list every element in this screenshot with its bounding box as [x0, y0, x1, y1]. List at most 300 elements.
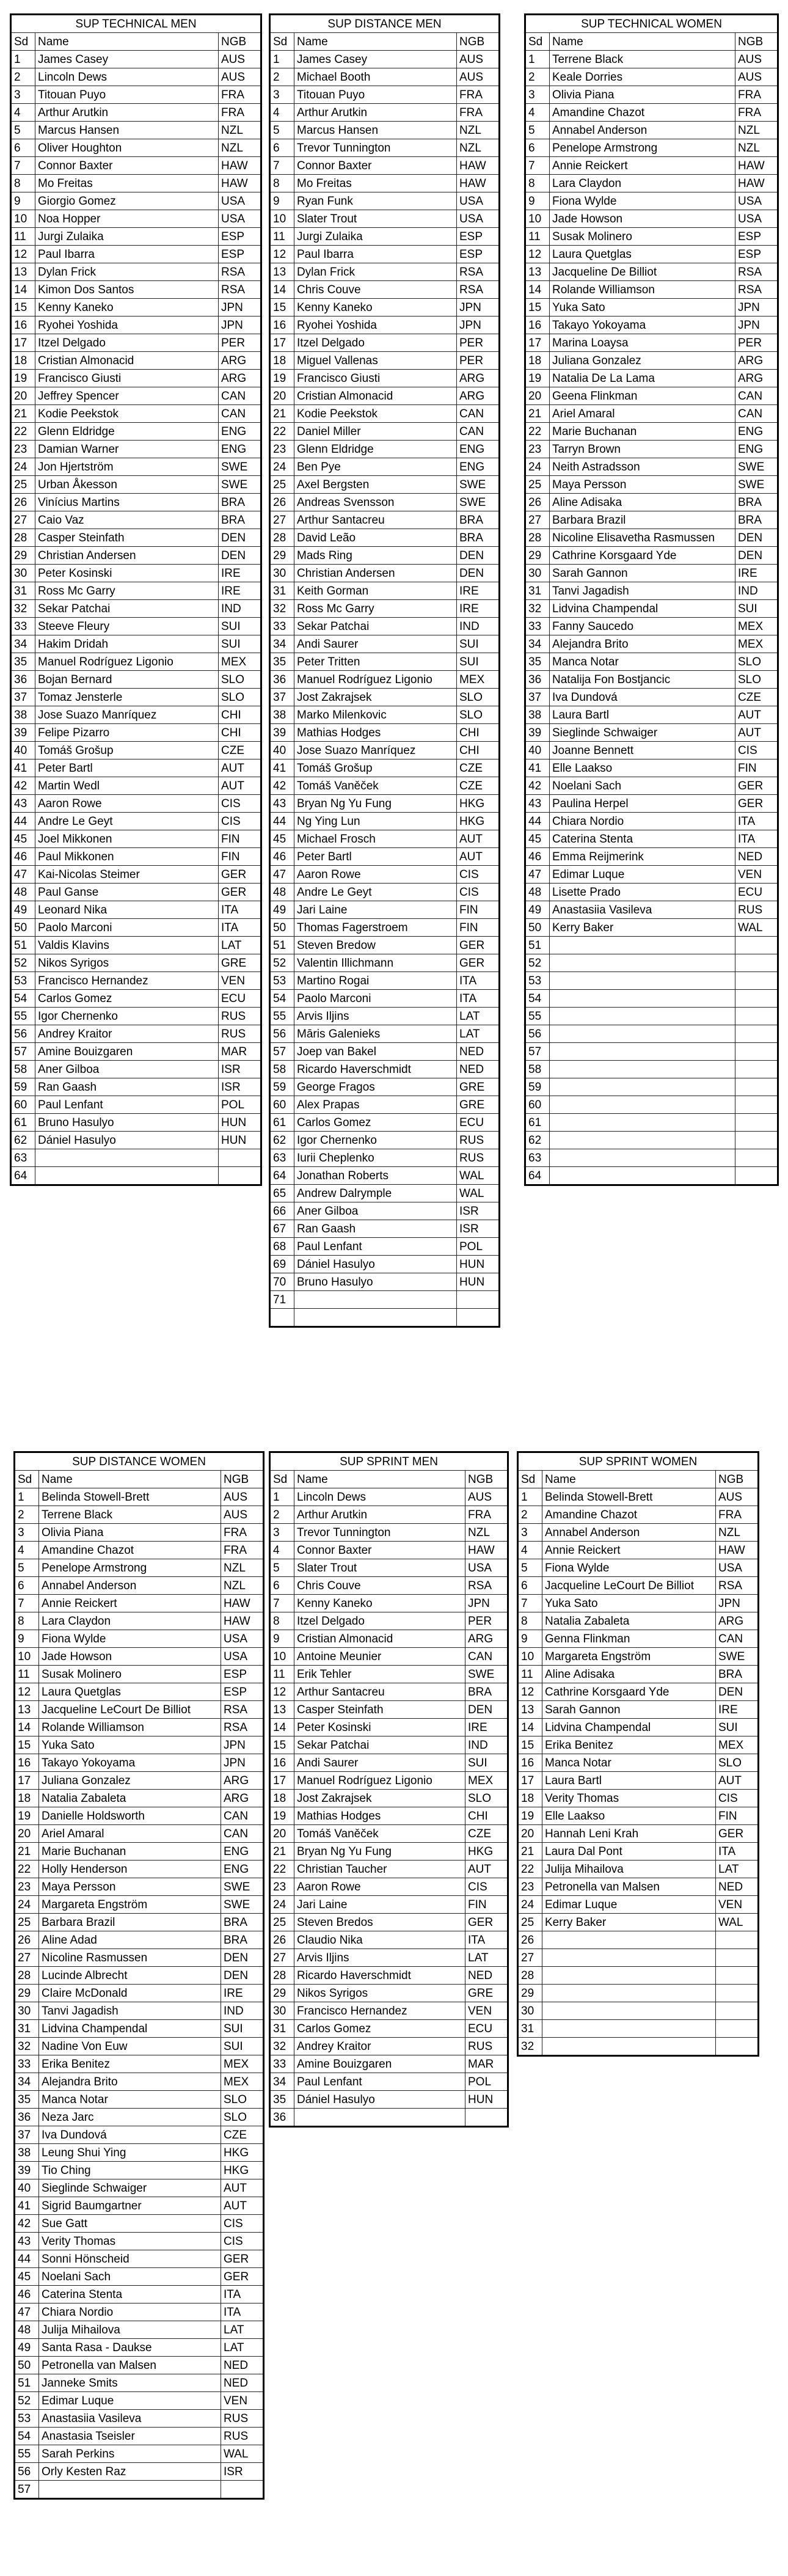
ngb-cell: RUS: [457, 1132, 500, 1149]
athlete-name-cell: Penelope Armstrong: [39, 1559, 221, 1577]
table-row: [525, 1149, 778, 1167]
seed-cell: 4: [525, 104, 550, 122]
seed-cell: 31: [270, 2020, 294, 2038]
seed-cell: 18: [525, 352, 550, 370]
table-row: [270, 742, 500, 759]
seed-cell: 37: [11, 689, 35, 706]
table-row: [11, 494, 261, 511]
athlete-name-cell: Chiara Nordio: [550, 813, 735, 830]
table-row: [270, 104, 500, 122]
athlete-name-cell: Bryan Ng Yu Fung: [294, 1843, 465, 1861]
ngb-cell: CHI: [219, 706, 261, 724]
seed-cell: 58: [11, 1061, 35, 1078]
athlete-name-cell: Orly Kesten Raz: [39, 2463, 221, 2481]
table-row: [11, 423, 261, 441]
ngb-cell: WAL: [716, 1914, 759, 1931]
table-row: [270, 1506, 508, 1524]
athlete-name-cell: Lara Claydon: [39, 1612, 221, 1630]
table-row: [518, 1577, 759, 1595]
athlete-name-cell: Aaron Rowe: [294, 1878, 465, 1896]
seed-cell: 30: [11, 565, 35, 582]
athlete-name-cell: Aline Adisaka: [542, 1666, 716, 1683]
seed-cell: 9: [525, 192, 550, 210]
ngb-cell: LAT: [221, 2321, 264, 2339]
table-row: [270, 1772, 508, 1790]
ngb-cell: ARG: [221, 1790, 264, 1807]
athlete-name-cell: Tomáš Grošup: [35, 742, 219, 759]
ngb-cell: DEN: [735, 547, 778, 565]
athlete-name-cell: Joel Mikkonen: [35, 830, 219, 848]
seed-cell: 16: [11, 317, 35, 334]
seed-cell: 70: [270, 1273, 294, 1291]
athlete-name-cell: Paul Ibarra: [35, 246, 219, 263]
table-row: [15, 1754, 264, 1772]
header-row: [518, 1471, 759, 1488]
seed-cell: 65: [270, 1185, 294, 1202]
table-row: [15, 2091, 264, 2109]
table-row: [525, 157, 778, 175]
athlete-name-cell: [542, 2002, 716, 2020]
ngb-cell: [457, 1309, 500, 1327]
athlete-name-cell: Terrene Black: [39, 1506, 221, 1524]
seed-cell: 28: [270, 1967, 294, 1985]
athlete-name-cell: Itzel Delgado: [35, 334, 219, 352]
athlete-name-cell: Takayo Yokoyama: [39, 1754, 221, 1772]
ngb-cell: GER: [457, 937, 500, 954]
ngb-cell: VEN: [221, 2392, 264, 2410]
table-row: [525, 68, 778, 86]
ngb-cell: IRE: [219, 565, 261, 582]
ngb-cell: CIS: [221, 2233, 264, 2250]
athlete-name-cell: Andre Le Geyt: [294, 884, 457, 901]
seed-cell: 19: [11, 370, 35, 387]
seed-cell: 53: [525, 972, 550, 990]
seed-cell: 3: [525, 86, 550, 104]
table-row: [15, 1542, 264, 1559]
ngb-cell: ISR: [457, 1220, 500, 1238]
athlete-name-cell: Yuka Sato: [39, 1736, 221, 1754]
table-row: [525, 86, 778, 104]
table-row: [525, 529, 778, 547]
ngb-cell: ENG: [219, 423, 261, 441]
athlete-name-cell: Iva Dundová: [39, 2126, 221, 2144]
seed-cell: 50: [525, 919, 550, 937]
athlete-name-cell: [550, 1167, 735, 1185]
ngb-cell: CAN: [219, 387, 261, 405]
athlete-name-cell: Steven Bredos: [294, 1914, 465, 1931]
seed-cell: 41: [525, 759, 550, 777]
ngb-cell: ARG: [219, 352, 261, 370]
ngb-cell: AUS: [735, 51, 778, 68]
table-row: [15, 2020, 264, 2038]
table-row: [270, 2020, 508, 2038]
athlete-name-cell: Andrew Dalrymple: [294, 1185, 457, 1202]
athlete-name-cell: Natalia Zabaleta: [39, 1790, 221, 1807]
seed-cell: 63: [11, 1149, 35, 1167]
seed-cell: 28: [15, 1967, 39, 1985]
athlete-name-cell: Laura Bartl: [542, 1772, 716, 1790]
ngb-cell: JPN: [457, 299, 500, 317]
seed-cell: 36: [11, 671, 35, 689]
seed-cell: 9: [270, 192, 294, 210]
table-row: [11, 246, 261, 263]
ngb-cell: NED: [221, 2357, 264, 2374]
ngb-cell: NED: [457, 1061, 500, 1078]
athlete-name-cell: James Casey: [35, 51, 219, 68]
athlete-name-cell: Sarah Gannon: [542, 1701, 716, 1719]
ngb-cell: ENG: [735, 441, 778, 458]
table-row: [270, 86, 500, 104]
athlete-name-cell: Genna Flinkman: [542, 1630, 716, 1648]
table-row: [525, 972, 778, 990]
athlete-name-cell: [550, 1149, 735, 1167]
seed-cell: 13: [525, 263, 550, 281]
ngb-cell: [219, 1149, 261, 1167]
table-sup-sprint-men: [269, 1451, 509, 2128]
table-row: [270, 458, 500, 476]
table-row: [15, 1648, 264, 1666]
athlete-name-cell: Yuka Sato: [550, 299, 735, 317]
athlete-name-cell: Ross Mc Garry: [294, 600, 457, 618]
ngb-cell: SWE: [465, 1666, 508, 1683]
ngb-cell: CAN: [221, 1825, 264, 1843]
ngb-cell: MEX: [735, 618, 778, 635]
table-row: [518, 2020, 759, 2038]
seed-cell: 38: [525, 706, 550, 724]
seed-cell: 71: [270, 1291, 294, 1309]
seed-cell: 49: [525, 901, 550, 919]
ngb-cell: SWE: [457, 494, 500, 511]
ngb-cell: ARG: [457, 370, 500, 387]
table-row: [15, 2410, 264, 2428]
table-row: [525, 742, 778, 759]
table-row: [270, 1078, 500, 1096]
seed-cell: 27: [525, 511, 550, 529]
table-row: [11, 954, 261, 972]
seed-cell: 21: [270, 1843, 294, 1861]
table-row: [270, 1025, 500, 1043]
seed-cell: 4: [518, 1542, 542, 1559]
seed-cell: 9: [518, 1630, 542, 1648]
ngb-cell: HKG: [221, 2144, 264, 2162]
seed-cell: 43: [15, 2233, 39, 2250]
seed-cell: 40: [525, 742, 550, 759]
header-ngb: NGB: [219, 33, 261, 51]
ngb-cell: [735, 1149, 778, 1167]
seed-cell: 5: [518, 1559, 542, 1577]
seed-cell: 35: [270, 653, 294, 671]
ngb-cell: HAW: [457, 157, 500, 175]
seed-cell: 42: [15, 2215, 39, 2233]
athlete-name-cell: Paul Mikkonen: [35, 848, 219, 866]
table-row: [11, 263, 261, 281]
ngb-cell: ESP: [219, 228, 261, 246]
seed-cell: 62: [525, 1132, 550, 1149]
seed-cell: 46: [11, 848, 35, 866]
athlete-name-cell: [550, 1114, 735, 1132]
seed-cell: 43: [525, 795, 550, 813]
athlete-name-cell: Andreas Svensson: [294, 494, 457, 511]
athlete-name-cell: Peter Kosinski: [294, 1719, 465, 1736]
table-row: [525, 635, 778, 653]
ngb-cell: DEN: [219, 529, 261, 547]
athlete-name-cell: Damian Warner: [35, 441, 219, 458]
seed-cell: 59: [270, 1078, 294, 1096]
ngb-cell: DEN: [457, 547, 500, 565]
athlete-name-cell: Francisco Hernandez: [294, 2002, 465, 2020]
table-row: [15, 2339, 264, 2357]
table-row: [11, 157, 261, 175]
ngb-cell: ITA: [735, 813, 778, 830]
athlete-name-cell: Janneke Smits: [39, 2374, 221, 2392]
header-row: [15, 1471, 264, 1488]
ngb-cell: LAT: [457, 1025, 500, 1043]
athlete-name-cell: Carlos Gomez: [294, 2020, 465, 2038]
ngb-cell: CZE: [221, 2126, 264, 2144]
athlete-name-cell: Francisco Hernandez: [35, 972, 219, 990]
table-row: [518, 1612, 759, 1630]
table-row: [270, 1861, 508, 1878]
ngb-cell: CHI: [457, 724, 500, 742]
ngb-cell: ENG: [735, 423, 778, 441]
ngb-cell: USA: [221, 1630, 264, 1648]
table-row: [270, 1061, 500, 1078]
athlete-name-cell: [550, 1025, 735, 1043]
athlete-name-cell: Caio Vaz: [35, 511, 219, 529]
seed-cell: 28: [518, 1967, 542, 1985]
ngb-cell: NED: [735, 848, 778, 866]
seed-cell: 19: [525, 370, 550, 387]
table-row: [518, 1790, 759, 1807]
ngb-cell: DEN: [221, 1967, 264, 1985]
ngb-cell: CAN: [716, 1630, 759, 1648]
seed-cell: 47: [525, 866, 550, 884]
seed-cell: 14: [518, 1719, 542, 1736]
ngb-cell: RUS: [735, 901, 778, 919]
athlete-name-cell: Arthur Arutkin: [294, 104, 457, 122]
seed-cell: 33: [525, 618, 550, 635]
ngb-cell: VEN: [735, 866, 778, 884]
athlete-name-cell: Paul Lenfant: [294, 2073, 465, 2091]
ngb-cell: SUI: [465, 1754, 508, 1772]
table-row: [270, 1914, 508, 1931]
ngb-cell: USA: [219, 192, 261, 210]
table-row: [525, 458, 778, 476]
seed-cell: 38: [270, 706, 294, 724]
athlete-name-cell: Glenn Eldridge: [35, 423, 219, 441]
seed-cell: 39: [525, 724, 550, 742]
athlete-name-cell: Lisette Prado: [550, 884, 735, 901]
seed-cell: 60: [270, 1096, 294, 1114]
table-row: [270, 1985, 508, 2002]
seed-cell: 63: [525, 1149, 550, 1167]
seed-cell: 26: [11, 494, 35, 511]
table-row: [525, 122, 778, 139]
ngb-cell: CZE: [457, 777, 500, 795]
table-row: [518, 1648, 759, 1666]
ngb-cell: BRA: [221, 1931, 264, 1949]
table-row: [270, 1754, 508, 1772]
athlete-name-cell: Nicoline Elisavetha Rasmussen: [550, 529, 735, 547]
ngb-cell: [457, 1291, 500, 1309]
table-row: [11, 565, 261, 582]
table-row: [270, 281, 500, 299]
athlete-name-cell: Alex Prapas: [294, 1096, 457, 1114]
seed-cell: 31: [11, 582, 35, 600]
seed-cell: 8: [270, 175, 294, 192]
ngb-cell: GER: [221, 2268, 264, 2286]
ngb-cell: ESP: [735, 246, 778, 263]
table-row: [270, 1719, 508, 1736]
athlete-name-cell: Andrey Kraitor: [294, 2038, 465, 2055]
ngb-cell: RSA: [716, 1577, 759, 1595]
athlete-name-cell: Aner Gilboa: [294, 1202, 457, 1220]
athlete-name-cell: Laura Quetglas: [550, 246, 735, 263]
ngb-cell: ARG: [735, 352, 778, 370]
athlete-name-cell: Natalija Fon Bostjancic: [550, 671, 735, 689]
athlete-name-cell: Jost Zakrajsek: [294, 689, 457, 706]
header-name: Name: [294, 1471, 465, 1488]
athlete-name-cell: Caterina Stenta: [39, 2286, 221, 2303]
athlete-name-cell: Verity Thomas: [542, 1790, 716, 1807]
ngb-cell: NZL: [221, 1577, 264, 1595]
ngb-cell: VEN: [219, 972, 261, 990]
athlete-name-cell: Rolande Williamson: [550, 281, 735, 299]
table-row: [270, 122, 500, 139]
table-row: [270, 2002, 508, 2020]
table-row: [270, 1648, 508, 1666]
ngb-cell: SLO: [716, 1754, 759, 1772]
seed-cell: 30: [15, 2002, 39, 2020]
table-title: SUP TECHNICAL MEN: [11, 15, 261, 33]
table-row: [518, 1861, 759, 1878]
seed-cell: 12: [525, 246, 550, 263]
header-name: Name: [39, 1471, 221, 1488]
seed-cell: 62: [270, 1132, 294, 1149]
seed-cell: 5: [270, 122, 294, 139]
seed-cell: 58: [525, 1061, 550, 1078]
seed-cell: 4: [270, 104, 294, 122]
table-row: [11, 759, 261, 777]
table-row: [15, 2144, 264, 2162]
seed-cell: 38: [15, 2144, 39, 2162]
seed-cell: 2: [518, 1506, 542, 1524]
ngb-cell: WAL: [457, 1167, 500, 1185]
athlete-name-cell: Leonard Nika: [35, 901, 219, 919]
athlete-name-cell: Sekar Patchai: [294, 1736, 465, 1754]
athlete-name-cell: Amandine Chazot: [39, 1542, 221, 1559]
table-row: [11, 919, 261, 937]
ngb-cell: DEN: [457, 565, 500, 582]
ngb-cell: MAR: [219, 1043, 261, 1061]
table-row: [15, 1914, 264, 1931]
table-row: [11, 600, 261, 618]
table-row: [270, 1291, 500, 1309]
athlete-name-cell: Andi Saurer: [294, 1754, 465, 1772]
table-title: SUP SPRINT WOMEN: [518, 1452, 759, 1471]
seed-cell: 11: [270, 228, 294, 246]
seed-cell: 29: [525, 547, 550, 565]
athlete-name-cell: Sekar Patchai: [294, 618, 457, 635]
athlete-name-cell: Itzel Delgado: [294, 334, 457, 352]
table-row: [15, 1736, 264, 1754]
table-row: [270, 706, 500, 724]
athlete-name-cell: Lidvina Champendal: [39, 2020, 221, 2038]
seed-cell: 60: [11, 1096, 35, 1114]
athlete-name-cell: Bojan Bernard: [35, 671, 219, 689]
athlete-name-cell: Amine Bouizgaren: [294, 2055, 465, 2073]
athlete-name-cell: Noa Hopper: [35, 210, 219, 228]
ngb-cell: AUT: [735, 724, 778, 742]
athlete-name-cell: Dániel Hasulyo: [35, 1132, 219, 1149]
seed-cell: 7: [270, 1595, 294, 1612]
seed-cell: 8: [15, 1612, 39, 1630]
table-row: [15, 2463, 264, 2481]
seed-cell: 31: [525, 582, 550, 600]
table-row: [525, 228, 778, 246]
ngb-cell: NZL: [716, 1524, 759, 1542]
seed-cell: 26: [270, 494, 294, 511]
athlete-name-cell: Julija Mihailova: [39, 2321, 221, 2339]
athlete-name-cell: Annabel Anderson: [39, 1577, 221, 1595]
athlete-name-cell: Michael Frosch: [294, 830, 457, 848]
ngb-cell: ARG: [716, 1612, 759, 1630]
table-row: [518, 1719, 759, 1736]
table-row: [11, 813, 261, 830]
seed-cell: 37: [525, 689, 550, 706]
ngb-cell: NZL: [457, 139, 500, 157]
ngb-cell: AUT: [219, 759, 261, 777]
table-row: [525, 866, 778, 884]
table-row: [270, 352, 500, 370]
ngb-cell: NZL: [465, 1524, 508, 1542]
athlete-name-cell: Ricardo Haverschmidt: [294, 1967, 465, 1985]
seed-cell: 34: [15, 2073, 39, 2091]
table-row: [270, 1967, 508, 1985]
athlete-name-cell: Kai-Nicolas Steimer: [35, 866, 219, 884]
athlete-name-cell: Mo Freitas: [294, 175, 457, 192]
table-row: [525, 210, 778, 228]
table-title: SUP DISTANCE MEN: [270, 15, 500, 33]
athlete-name-cell: Laura Dal Pont: [542, 1843, 716, 1861]
table-row: [270, 547, 500, 565]
table-row: [270, 1524, 508, 1542]
athlete-name-cell: Neza Jarc: [39, 2109, 221, 2126]
seed-cell: 16: [518, 1754, 542, 1772]
seed-cell: 4: [11, 104, 35, 122]
table-row: [270, 1149, 500, 1167]
table-row: [15, 1790, 264, 1807]
athlete-name-cell: Susak Molinero: [39, 1666, 221, 1683]
athlete-name-cell: Kimon Dos Santos: [35, 281, 219, 299]
ngb-cell: POL: [457, 1238, 500, 1256]
seed-cell: 47: [270, 866, 294, 884]
athlete-name-cell: Kenny Kaneko: [294, 1595, 465, 1612]
athlete-name-cell: Terrene Black: [550, 51, 735, 68]
athlete-name-cell: Barbara Brazil: [550, 511, 735, 529]
table-row: [11, 689, 261, 706]
seed-cell: 12: [15, 1683, 39, 1701]
athlete-name-cell: Fiona Wylde: [542, 1559, 716, 1577]
seed-cell: 17: [525, 334, 550, 352]
table-row: [518, 1736, 759, 1754]
table-row: [270, 1167, 500, 1185]
seed-cell: 11: [11, 228, 35, 246]
ngb-cell: BRA: [219, 494, 261, 511]
table-row: [270, 1807, 508, 1825]
seed-cell: 23: [525, 441, 550, 458]
seed-cell: 50: [11, 919, 35, 937]
